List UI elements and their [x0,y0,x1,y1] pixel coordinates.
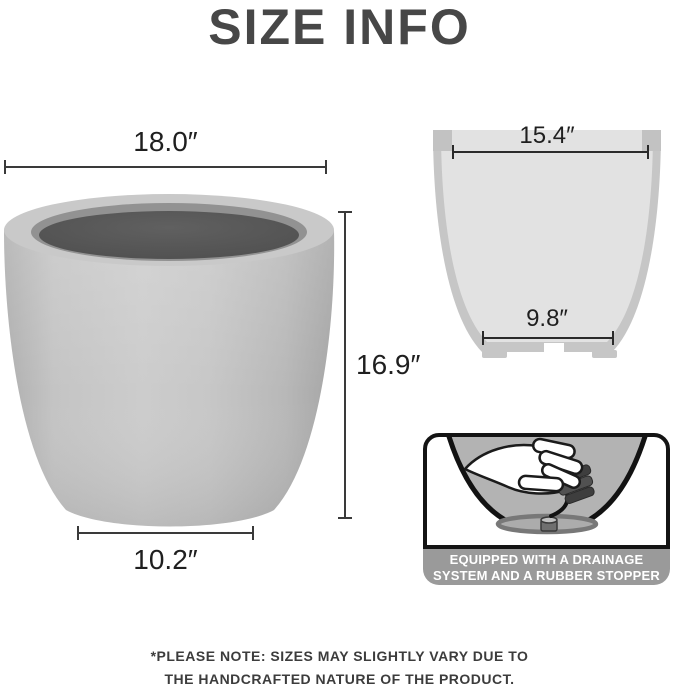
footnote [0,645,679,691]
base-dimension-line [77,532,254,534]
drainage-illustration [427,437,666,545]
width-dimension-line [4,166,327,168]
pot-interior [39,211,299,259]
caption-band [423,549,670,585]
caption-line-2: SYSTEM AND A RUBBER STOPPER [433,567,660,583]
caption-line-1: EQUIPPED WITH A DRAINAGE [449,552,644,567]
height-dimension-line [344,211,346,519]
base-dimension-label: 10.2″ [133,544,198,575]
drainage-callout [423,433,670,585]
page-title: SIZE INFO [208,0,471,55]
foot-left [482,350,507,358]
pot-body-shading [4,230,334,527]
drainage-hole-icon [541,517,557,531]
base-notch [544,343,564,353]
foot-right [592,350,617,358]
footnote-line-2: THE HANDCRAFTED NATURE OF THE PRODUCT. [164,671,515,687]
drainage-illustration-frame [423,433,670,549]
inner-bottom-dimension-label: 9.8″ [526,305,568,332]
height-dimension-label: 16.9″ [356,349,421,380]
footnote-line-1: *PLEASE NOTE: SIZES MAY SLIGHTLY VARY DUE TO [150,648,529,664]
inner-top-dimension-label: 15.4″ [519,122,575,149]
planter-photo [2,194,338,530]
width-dimension-label: 18.0″ [133,126,198,157]
